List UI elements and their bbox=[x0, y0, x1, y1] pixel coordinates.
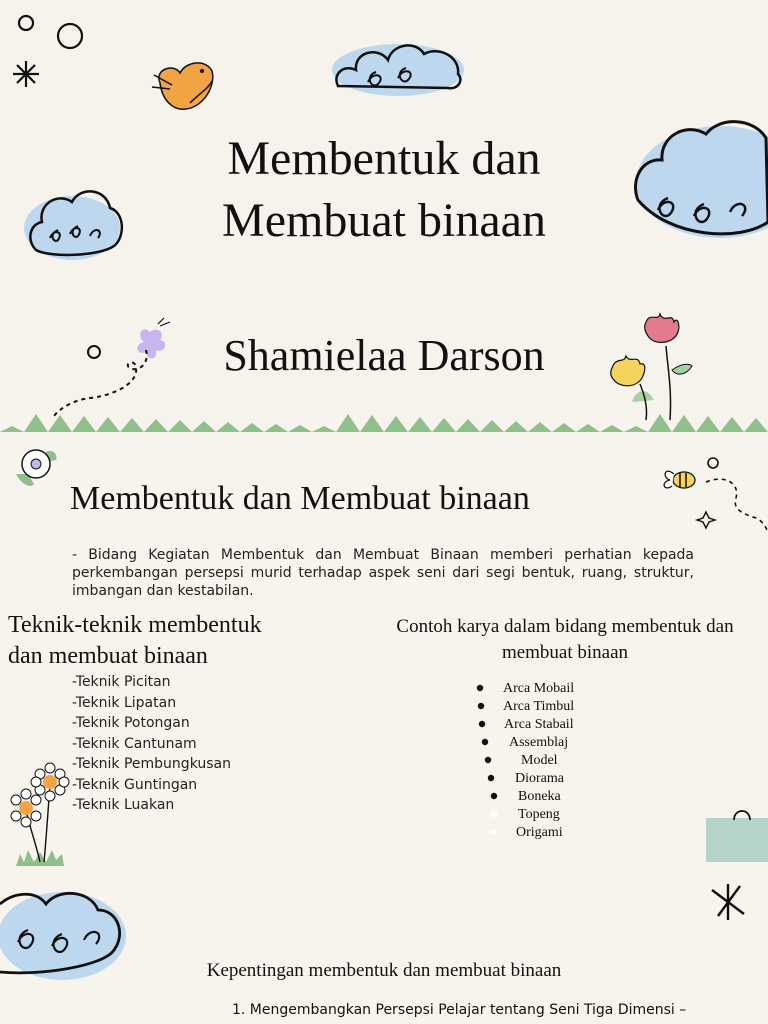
contoh-title bbox=[370, 614, 760, 666]
handle-icon bbox=[730, 806, 754, 820]
decorative-box bbox=[706, 818, 768, 862]
slide-title-line-2: Membuat binaan bbox=[222, 194, 546, 247]
kepentingan-title: Kepentingan membentuk dan membuat binaan bbox=[206, 960, 562, 981]
list-item: -Teknik Guntingan bbox=[72, 776, 198, 793]
list-item: Topeng bbox=[518, 807, 560, 822]
list-item: Assemblaj bbox=[509, 735, 569, 750]
list-item: -Teknik Lipatan bbox=[72, 694, 177, 711]
teknik-title-line-2: dan membuat binaan bbox=[8, 643, 208, 669]
list-item: Boneka bbox=[518, 789, 561, 804]
sparkle-icon bbox=[706, 880, 750, 924]
teknik-title bbox=[8, 610, 262, 672]
list-item: Arca Mobail bbox=[503, 681, 575, 696]
daisy-icon bbox=[6, 762, 70, 868]
flower-icon bbox=[12, 444, 62, 494]
contoh-title-line-2: membuat binaan bbox=[501, 642, 629, 663]
list-item: -Teknik Cantunam bbox=[72, 735, 197, 752]
list-item: Origami bbox=[516, 825, 563, 840]
contoh-list bbox=[500, 680, 575, 842]
content-slide bbox=[0, 432, 768, 1024]
bee-icon bbox=[656, 454, 768, 544]
contoh-title-line-1: Contoh karya dalam bidang membentuk dan bbox=[396, 616, 734, 637]
slide-title bbox=[0, 128, 768, 252]
teknik-list bbox=[72, 672, 231, 816]
list-item: -Teknik Picitan bbox=[72, 674, 171, 690]
list-item: Diorama bbox=[515, 771, 564, 786]
list-item: -Teknik Potongan bbox=[72, 715, 190, 731]
list-item: Arca Timbul bbox=[503, 699, 575, 714]
list-item: -Teknik Pembungkusan bbox=[72, 756, 231, 772]
bird-icon bbox=[150, 55, 220, 115]
list-item: Arca Stabail bbox=[504, 717, 574, 732]
kepentingan-item-1: 1. Mengembangkan Persepsi Pelajar tentang Seni Tiga Dimensi – bbox=[232, 1002, 687, 1018]
slide-title-line-1: Membentuk dan bbox=[227, 132, 541, 185]
cloud-icon bbox=[328, 30, 468, 98]
grass-icon bbox=[0, 404, 768, 432]
author-name: Shamielaa Darson bbox=[223, 331, 545, 380]
doodle-circles-icon bbox=[0, 0, 110, 110]
title-slide bbox=[0, 0, 768, 432]
list-item: -Teknik Luakan bbox=[72, 797, 175, 813]
teknik-title-line-1: Teknik-teknik membentuk bbox=[8, 612, 262, 638]
section-description: - Bidang Kegiatan Membentuk dan Membuat Binaan memberi perhatian kepada perkembangan persepsi murid terhadap aspek seni dari segi bentuk, ruang, struktur, imbangan dan kestabilan. bbox=[72, 547, 694, 599]
section-heading: Membentuk dan Membuat binaan bbox=[70, 480, 530, 517]
list-item: Model bbox=[521, 753, 558, 768]
